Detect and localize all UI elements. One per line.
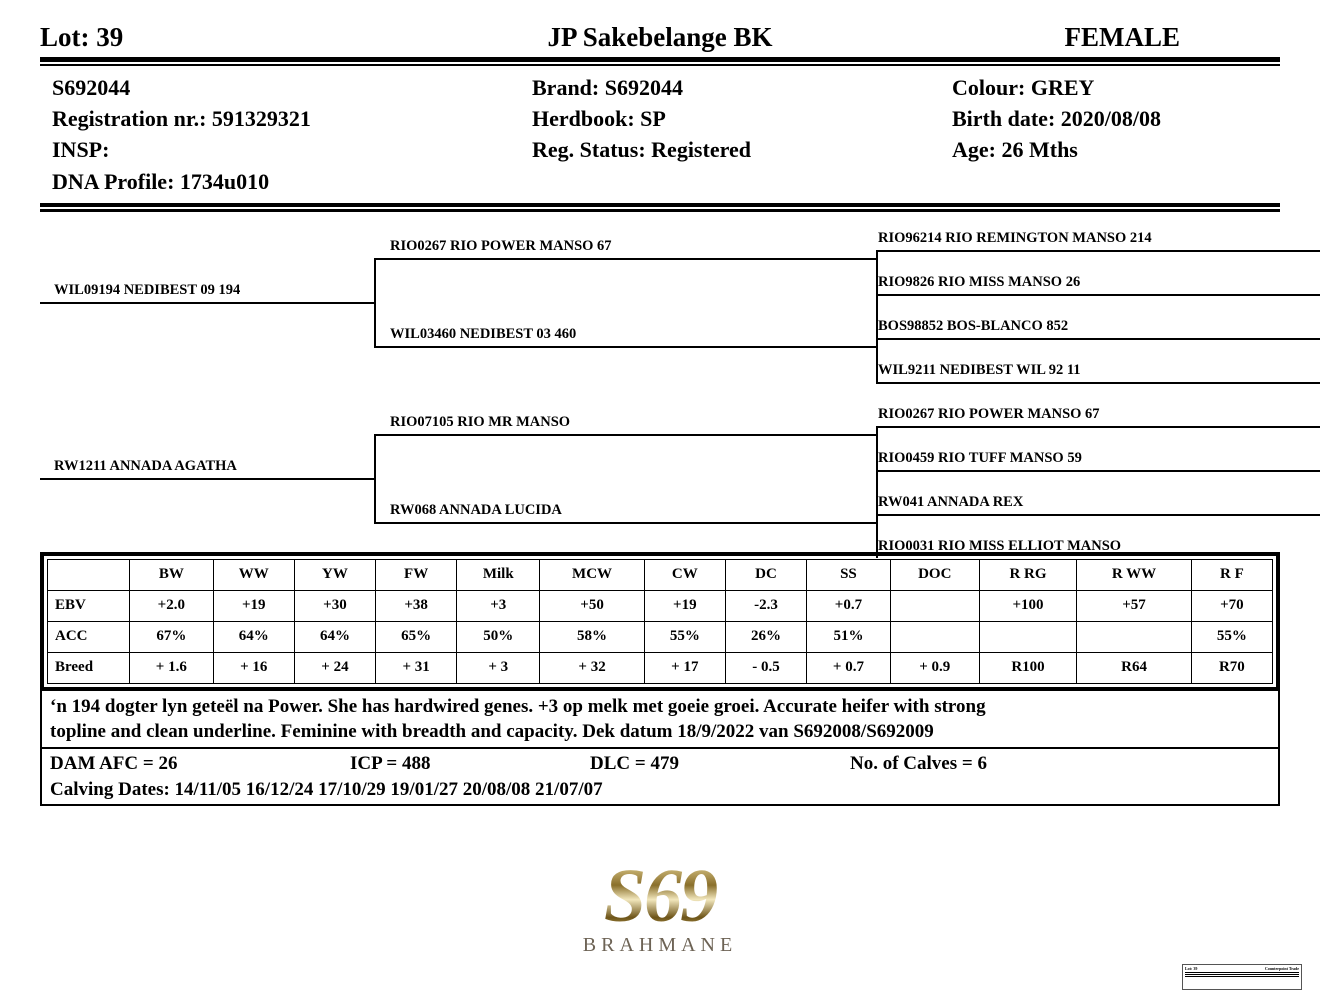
col-header-dc: DC (725, 559, 806, 590)
page-thumbnail[interactable] (1182, 964, 1302, 990)
pedigree-line (876, 294, 1320, 296)
ebv-table (47, 559, 1273, 684)
cell-breed-ss: + 0.7 (807, 652, 891, 683)
herdbook: Herdbook: SP (532, 106, 666, 132)
col-header-rrg: R RG (979, 559, 1077, 590)
col-header-fw: FW (376, 559, 457, 590)
age: Age: 26 Mths (952, 137, 1078, 163)
ebv-table-container (40, 552, 1280, 691)
notes-line-2: topline and clean underline. Feminine with breadth and capacity. Dek datum 18/9/2022 van S692008/S692009 (50, 721, 934, 743)
col-header-rww: R WW (1077, 559, 1191, 590)
cell-acc-ww: 64% (213, 621, 294, 652)
pedigree-line (374, 258, 376, 346)
pedigree-sd-d: WIL9211 NEDIBEST WIL 92 11 (878, 361, 1081, 378)
table-header-row (48, 559, 1273, 590)
pedigree-line (876, 338, 1320, 340)
cell-acc-cw: 55% (644, 621, 725, 652)
col-header-rf: R F (1191, 559, 1272, 590)
dlc: DLC = 479 (590, 753, 679, 775)
table-row (48, 652, 1273, 683)
dam-afc: DAM AFC = 26 (50, 753, 178, 775)
pedigree-line (876, 426, 1320, 428)
row-label-breed: Breed (48, 652, 130, 683)
pedigree-line (876, 426, 878, 558)
dna-profile: DNA Profile: 1734u010 (52, 168, 270, 194)
cell-acc-milk: 50% (457, 621, 540, 652)
cell-ebv-rf: +70 (1191, 590, 1272, 621)
pedigree-line (374, 346, 876, 348)
pedigree-line (374, 434, 376, 522)
col-header-milk: Milk (457, 559, 540, 590)
birth-date: Birth date: 2020/08/08 (952, 106, 1161, 132)
brand: Brand: S692044 (532, 75, 683, 100)
table-row (48, 621, 1273, 652)
cell-breed-fw: + 31 (376, 652, 457, 683)
cell-ebv-milk: +3 (457, 590, 540, 621)
cell-acc-rf: 55% (1191, 621, 1272, 652)
breeding-stats-row (50, 751, 1270, 776)
row-label-acc: ACC (48, 621, 130, 652)
pedigree-tree (40, 218, 1280, 554)
pedigree-ss-d: RIO9826 RIO MISS MANSO 26 (878, 273, 1081, 290)
pedigree-sire: WIL09194 NEDIBEST 09 194 (54, 281, 241, 298)
pedigree-line (40, 478, 374, 480)
col-header-bw: BW (130, 559, 214, 590)
cell-breed-ww: + 16 (213, 652, 294, 683)
col-header-ww: WW (213, 559, 294, 590)
cell-acc-doc (890, 621, 979, 652)
cell-breed-mcw: + 32 (540, 652, 644, 683)
pedigree-dam-sire: RIO07105 RIO MR MANSO (390, 413, 571, 430)
pedigree-line (40, 302, 374, 304)
cell-breed-yw: + 24 (294, 652, 375, 683)
cell-acc-ss: 51% (807, 621, 891, 652)
info-block (40, 66, 1280, 201)
animal-name: JP Sakebelange BK (547, 22, 773, 52)
pedigree-line (374, 258, 876, 260)
notes-block (40, 691, 1280, 806)
cell-breed-cw: + 17 (644, 652, 725, 683)
animal-id: S692044 (52, 75, 131, 100)
cell-acc-bw: 67% (130, 621, 214, 652)
col-header-mcw: MCW (540, 559, 644, 590)
cell-ebv-bw: +2.0 (130, 590, 214, 621)
col-header-cw: CW (644, 559, 725, 590)
icp: ICP = 488 (350, 753, 431, 775)
pedigree-sire-sire: RIO0267 RIO POWER MANSO 67 (390, 237, 612, 254)
info-spacer-1 (532, 166, 952, 197)
cell-acc-dc: 26% (725, 621, 806, 652)
pedigree-sd-s: BOS98852 BOS-BLANCO 852 (878, 317, 1069, 334)
cell-ebv-mcw: +50 (540, 590, 644, 621)
cell-breed-dc: - 0.5 (725, 652, 806, 683)
col-header-ss: SS (807, 559, 891, 590)
animal-sex: FEMALE (1064, 22, 1180, 52)
pedigree-dd-s: RW041 ANNADA REX (878, 493, 1024, 510)
pedigree-line (876, 382, 1320, 384)
cell-breed-doc: + 0.9 (890, 652, 979, 683)
cell-ebv-doc (890, 590, 979, 621)
col-header-yw: YW (294, 559, 375, 590)
pedigree-dam: RW1211 ANNADA AGATHA (54, 457, 237, 474)
logo-mark: S69 (0, 860, 1320, 932)
cell-acc-mcw: 58% (540, 621, 644, 652)
header-row (40, 0, 1280, 53)
lot-number: Lot: 39 (40, 22, 124, 52)
pedigree-line (374, 434, 876, 436)
cell-breed-bw: + 1.6 (130, 652, 214, 683)
cell-breed-rf: R70 (1191, 652, 1272, 683)
cell-ebv-cw: +19 (644, 590, 725, 621)
cell-acc-yw: 64% (294, 621, 375, 652)
cell-breed-rww: R64 (1077, 652, 1191, 683)
pedigree-sire-dam: WIL03460 NEDIBEST 03 460 (390, 325, 577, 342)
cell-ebv-yw: +30 (294, 590, 375, 621)
brand-logo (0, 854, 1320, 957)
table-row (48, 590, 1273, 621)
col-header-0 (48, 559, 130, 590)
info-divider (40, 203, 1280, 212)
thumbnail-lot: Lot: 39 (1185, 966, 1198, 971)
pedigree-ds-s: RIO0267 RIO POWER MANSO 67 (878, 405, 1100, 422)
cell-ebv-ss: +0.7 (807, 590, 891, 621)
col-header-doc: DOC (890, 559, 979, 590)
pedigree-line (876, 514, 1320, 516)
notes-divider (42, 747, 1278, 749)
thumbnail-divider (1185, 974, 1299, 975)
pedigree-line (876, 250, 1320, 252)
cell-ebv-ww: +19 (213, 590, 294, 621)
cell-acc-rww (1077, 621, 1191, 652)
row-label-ebv: EBV (48, 590, 130, 621)
pedigree-ds-d: RIO0459 RIO TUFF MANSO 59 (878, 449, 1082, 466)
pedigree-line (374, 522, 876, 524)
reg-status: Reg. Status: Registered (532, 137, 751, 163)
registration-number: Registration nr.: 591329321 (52, 106, 311, 132)
pedigree-dam-dam: RW068 ANNADA LUCIDA (390, 501, 562, 518)
number-of-calves: No. of Calves = 6 (850, 753, 987, 775)
pedigree-line (876, 470, 1320, 472)
cell-ebv-dc: -2.3 (725, 590, 806, 621)
cell-ebv-rww: +57 (1077, 590, 1191, 621)
calving-dates: Calving Dates: 14/11/05 16/12/24 17/10/29 19/01/27 20/08/08 21/07/07 (50, 778, 603, 800)
notes-line-1: ‘n 194 dogter lyn geteël na Power. She has hardwired genes. +3 op melk met goeie groei. Accurate heifer with strong (50, 695, 986, 717)
thumbnail-divider (1185, 976, 1299, 977)
insp: INSP: (52, 137, 110, 163)
pedigree-line (876, 250, 878, 382)
cell-ebv-rrg: +100 (979, 590, 1077, 621)
cell-breed-milk: + 3 (457, 652, 540, 683)
info-spacer-2 (952, 166, 1280, 197)
pedigree-ss-s: RIO96214 RIO REMINGTON MANSO 214 (878, 229, 1152, 246)
logo-subtitle: BRAHMANE (582, 934, 738, 957)
pedigree-dd-d: RIO0031 RIO MISS ELLIOT MANSO (878, 537, 1122, 554)
header-divider (40, 57, 1280, 66)
colour: Colour: GREY (952, 75, 1095, 100)
thumbnail-divider (1185, 972, 1299, 973)
cell-ebv-fw: +38 (376, 590, 457, 621)
cell-acc-fw: 65% (376, 621, 457, 652)
cell-acc-rrg (979, 621, 1077, 652)
thumbnail-title: Counterpoint Trade (1264, 966, 1299, 971)
cell-breed-rrg: R100 (979, 652, 1077, 683)
